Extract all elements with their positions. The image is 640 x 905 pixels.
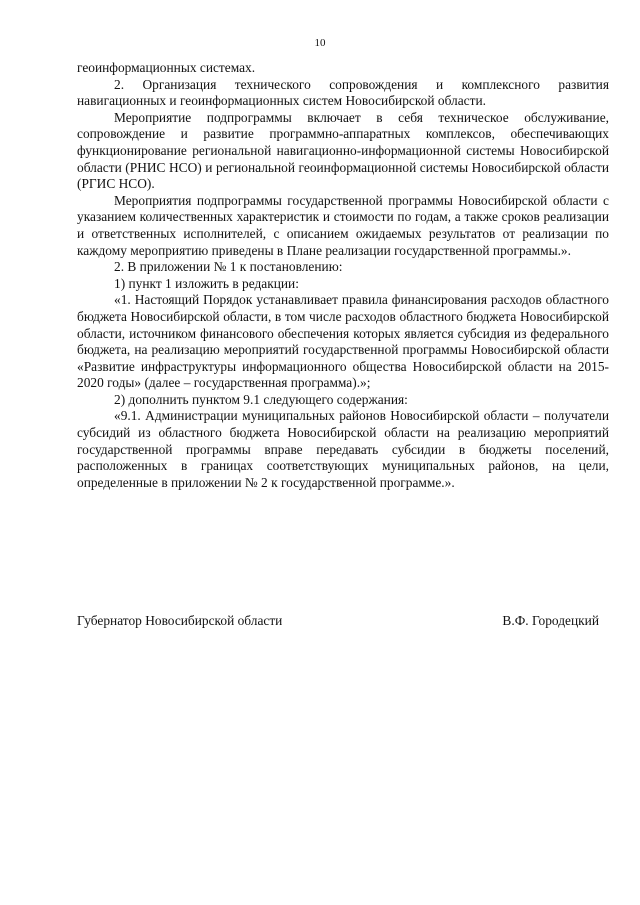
document-body	[77, 60, 609, 491]
paragraph-activities-plan: Мероприятия подпрограммы государственной программы Новосибирской области с указанием количественных характеристик и стоимости по годам, а также сроков реализации и ответственных исполнителей, с описанием ожидаемых результатов от реализации по каждому мероприятию приведены в Плане реализации государственной программы.».	[77, 192, 609, 258]
paragraph-point-9-1: «9.1. Администрации муниципальных районов Новосибирской области – получатели субсидий из областного бюджета Новосибирской области на реализацию мероприятий государственной программы вправе передавать субсидии в бюджеты поселений, расположенных в границах соответствующих муниципальных районов, на цели, определенные в приложении № 2 к государственной программе.».	[77, 408, 609, 490]
paragraph-subitem-2: 2) дополнить пунктом 9.1 следующего содержания:	[114, 391, 408, 407]
signature-block	[77, 613, 599, 630]
page-number: 10	[314, 37, 326, 49]
paragraph-continuation: геоинформационных системах.	[77, 60, 256, 75]
signatory-position: Губернатор Новосибирской области	[77, 613, 283, 628]
paragraph-procedure-point-1: «1. Настоящий Порядок устанавливает правила финансирования расходов областного бюджета Новосибирской области, в том числе расходов областного бюджета Новосибирской области, источником финансового обеспечения которых является субсидия из федерального бюджета, на реализацию мероприятий государственной программы Новосибирской области «Развитие инфраструктуры информационного общества Новосибирской области на 2015-2020 годы» (далее – государственная программа).»;	[77, 292, 609, 391]
signatory-name: В.Ф. Городецкий	[502, 613, 599, 628]
paragraph-subitem-1: 1) пункт 1 изложить в редакции:	[114, 275, 299, 291]
paragraph-appendix-1: 2. В приложении № 1 к постановлению:	[114, 259, 343, 275]
paragraph-activity-description: Мероприятие подпрограммы включает в себя техническое обслуживание, сопровождение и развитие программно-аппаратных комплексов, обеспечивающих функционирование региональной навигационно-информационной системы Новосибирской области (РНИС НСО) и региональной геоинформационной системы Новосибирской области (РГИС НСО).	[77, 109, 609, 192]
paragraph-item-2: 2. Организация технического сопровождения и комплексного развития навигационных и геоинформационных систем Новосибирской области.	[77, 76, 609, 109]
